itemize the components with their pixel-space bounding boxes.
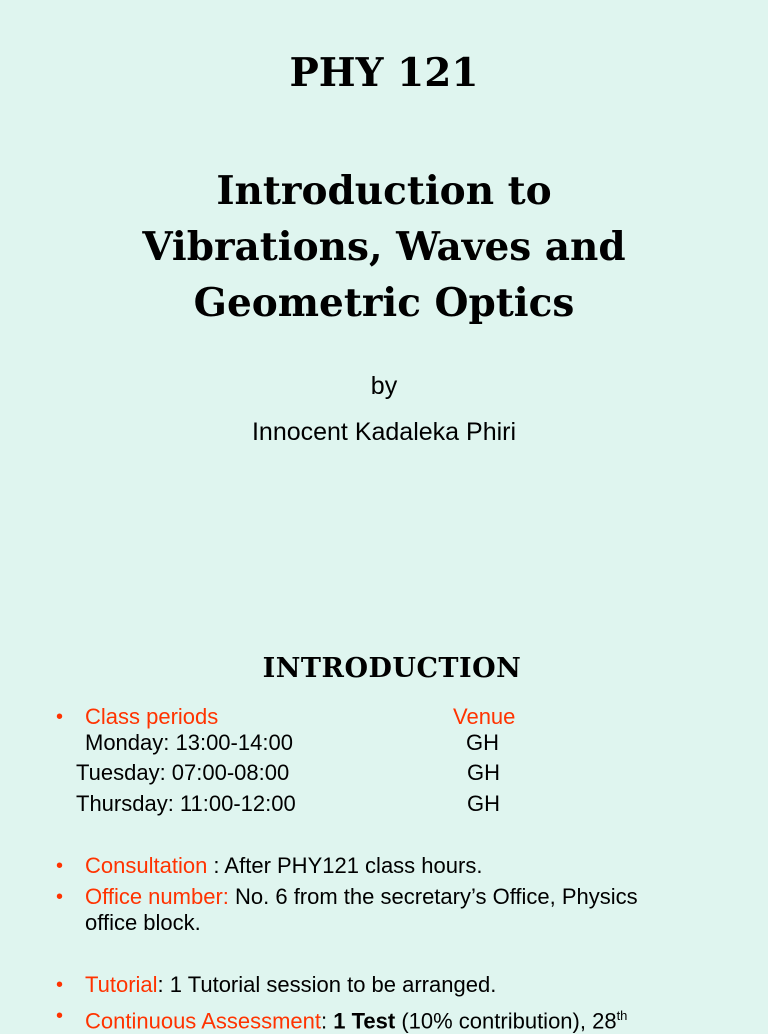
bullet-assessment: • — [56, 1005, 64, 1027]
consultation-item — [85, 853, 482, 879]
schedule-venue-monday: GH — [466, 730, 499, 755]
course-code-title: PHY 121 — [289, 50, 479, 96]
assessment-sup: th — [616, 1008, 628, 1023]
course-title-line-1: Introduction to — [216, 168, 552, 214]
assessment-text: (10% contribution), 28 — [395, 1008, 617, 1034]
course-title-line-3: Geometric Optics — [193, 280, 575, 326]
schedule-day-thursday: Thursday: 11:00-12:00 — [76, 791, 296, 816]
assessment-colon: : — [321, 1008, 334, 1034]
by-label: by — [370, 372, 398, 400]
tutorial-label: Tutorial — [85, 972, 158, 997]
introduction-heading: INTRODUCTION — [262, 653, 522, 684]
assessment-label: Continuous Assessment — [85, 1008, 322, 1034]
schedule-day-tuesday: Tuesday: 07:00-08:00 — [76, 760, 290, 785]
consultation-text: : After PHY121 class hours. — [207, 853, 483, 878]
office-text: No. 6 from the secretary’s Office, Physics — [228, 884, 638, 909]
bullet-office: • — [56, 886, 64, 908]
class-periods-label: Class periods — [85, 704, 219, 729]
schedule-day-monday: Monday: 13:00-14:00 — [85, 730, 293, 755]
course-title-line-2: Vibrations, Waves and — [142, 224, 626, 270]
tutorial-text: : 1 Tutorial session to be arranged. — [157, 972, 497, 997]
bullet-consultation: • — [56, 855, 64, 877]
course-title — [0, 163, 768, 331]
office-text-line-2: office block. — [85, 910, 201, 935]
bullet-tutorial: • — [56, 974, 64, 996]
office-item — [85, 884, 638, 910]
author-name: Innocent Kadaleka Phiri — [251, 418, 517, 446]
schedule-venue-tuesday: GH — [467, 760, 500, 785]
venue-label: Venue — [453, 704, 516, 729]
office-label: Office number: — [85, 884, 229, 909]
consultation-label: Consultation — [85, 853, 208, 878]
assessment-test: 1 Test — [333, 1008, 396, 1034]
bullet-class-periods: • — [56, 706, 64, 728]
tutorial-item — [85, 972, 496, 998]
schedule-venue-thursday: GH — [467, 791, 500, 816]
assessment-item — [85, 1003, 627, 1034]
